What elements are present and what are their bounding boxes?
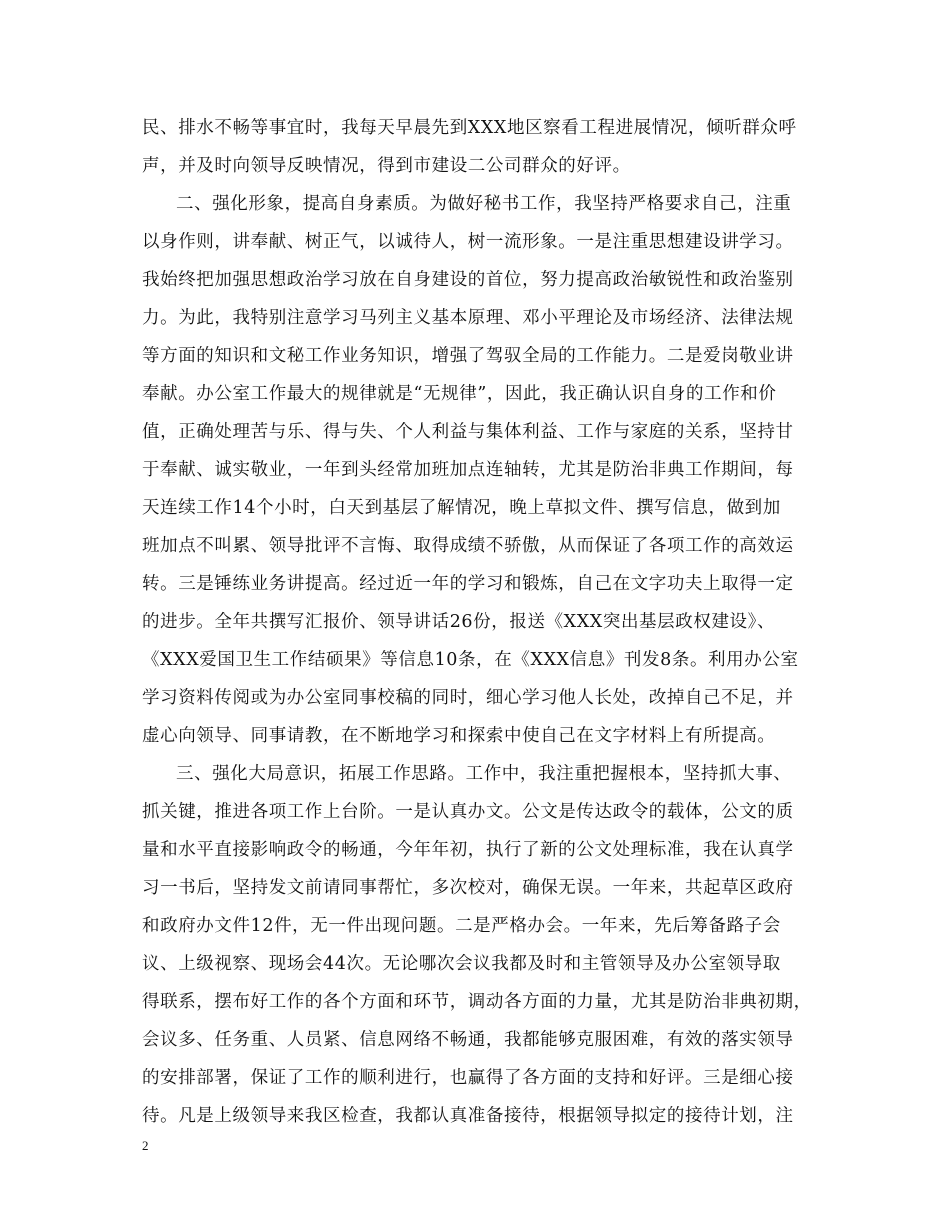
text-line: 得联系，摆布好工作的各个方面和环节，调动各方面的力量，尤其是防治非典初期， bbox=[142, 992, 812, 1012]
text-line: 声，并及时向领导反映情况，得到市建设二公司群众的好评。 bbox=[142, 156, 631, 176]
text-line: 虚心向领导、同事请教，在不断地学习和探索中使自己在文字材料上有所提高。 bbox=[142, 726, 776, 746]
text-line: 天连续工作14个小时，白天到基层了解情况，晚上草拟文件、撰写信息，做到加 bbox=[142, 498, 781, 518]
text-line: 《XXX爱国卫生工作结硕果》等信息10条，在《XXX信息》刊发8条。利用办公室 bbox=[142, 650, 799, 670]
text-line: 和政府办文件12件，无一件出现问题。二是严格办会。一年来，先后筹备路子会 bbox=[142, 916, 781, 936]
text-line: 以身作则，讲奉献、树正气，以诚待人，树一流形象。一是注重思想建设讲学习。 bbox=[142, 232, 794, 252]
text-line: 议、上级视察、现场会44次。无论哪次会议我都及时和主管领导及办公室领导取 bbox=[142, 954, 781, 974]
paragraph-start-line: 三、强化大局意识，拓展工作思路。工作中，我注重把握根本，坚持抓大事、 bbox=[176, 764, 792, 784]
text-line: 会议多、任务重、人员紧、信息网络不畅通，我都能够克服困难，有效的落实领导 bbox=[142, 1030, 794, 1050]
text-line: 班加点不叫累、领导批评不言悔、取得成绩不骄傲，从而保证了各项工作的高效运 bbox=[142, 536, 794, 556]
page-number: 2 bbox=[142, 1138, 149, 1153]
text-line: 转。三是锤练业务讲提高。经过近一年的学习和锻炼，自己在文字功夫上取得一定 bbox=[142, 574, 794, 594]
text-line: 奉献。办公室工作最大的规律就是“无规律”，因此，我正确认识自身的工作和价 bbox=[142, 384, 777, 404]
text-line: 量和水平直接影响政令的畅通，今年年初，执行了新的公文处理标准，我在认真学 bbox=[142, 840, 794, 860]
text-line: 等方面的知识和文秘工作业务知识，增强了驾驭全局的工作能力。二是爱岗敬业讲 bbox=[142, 346, 794, 366]
text-line: 力。为此，我特别注意学习马列主义基本原理、邓小平理论及市场经济、法律法规 bbox=[142, 308, 794, 328]
text-line: 我始终把加强思想政治学习放在自身建设的首位，努力提高政治敏锐性和政治鉴别 bbox=[142, 270, 794, 290]
text-line: 于奉献、诚实敬业，一年到头经常加班加点连轴转，尤其是防治非典工作期间，每 bbox=[142, 460, 794, 480]
text-line: 学习资料传阅或为办公室同事校稿的同时，细心学习他人长处，改掉自己不足，并 bbox=[142, 688, 794, 708]
text-line: 的进步。全年共撰写汇报价、领导讲话26份，报送《XXX突出基层政权建设》、 bbox=[142, 612, 776, 632]
text-line: 民、排水不畅等事宜时，我每天早晨先到XXX地区察看工程进展情况，倾听群众呼 bbox=[142, 118, 797, 138]
text-line: 习一书后，坚持发文前请同事帮忙，多次校对，确保无误。一年来，共起草区政府 bbox=[142, 878, 794, 898]
text-line: 的安排部署，保证了工作的顺利进行，也赢得了各方面的支持和好评。三是细心接 bbox=[142, 1068, 794, 1088]
text-line: 待。凡是上级领导来我区检查，我都认真准备接待，根据领导拟定的接待计划，注 bbox=[142, 1106, 794, 1126]
paragraph-start-line: 二、强化形象，提高自身素质。为做好秘书工作，我坚持严格要求自己，注重 bbox=[176, 194, 792, 214]
text-line: 抓关键，推进各项工作上台阶。一是认真办文。公文是传达政令的载体，公文的质 bbox=[142, 802, 794, 822]
text-line: 值，正确处理苦与乐、得与失、个人利益与集体利益、工作与家庭的关系，坚持甘 bbox=[142, 422, 794, 442]
